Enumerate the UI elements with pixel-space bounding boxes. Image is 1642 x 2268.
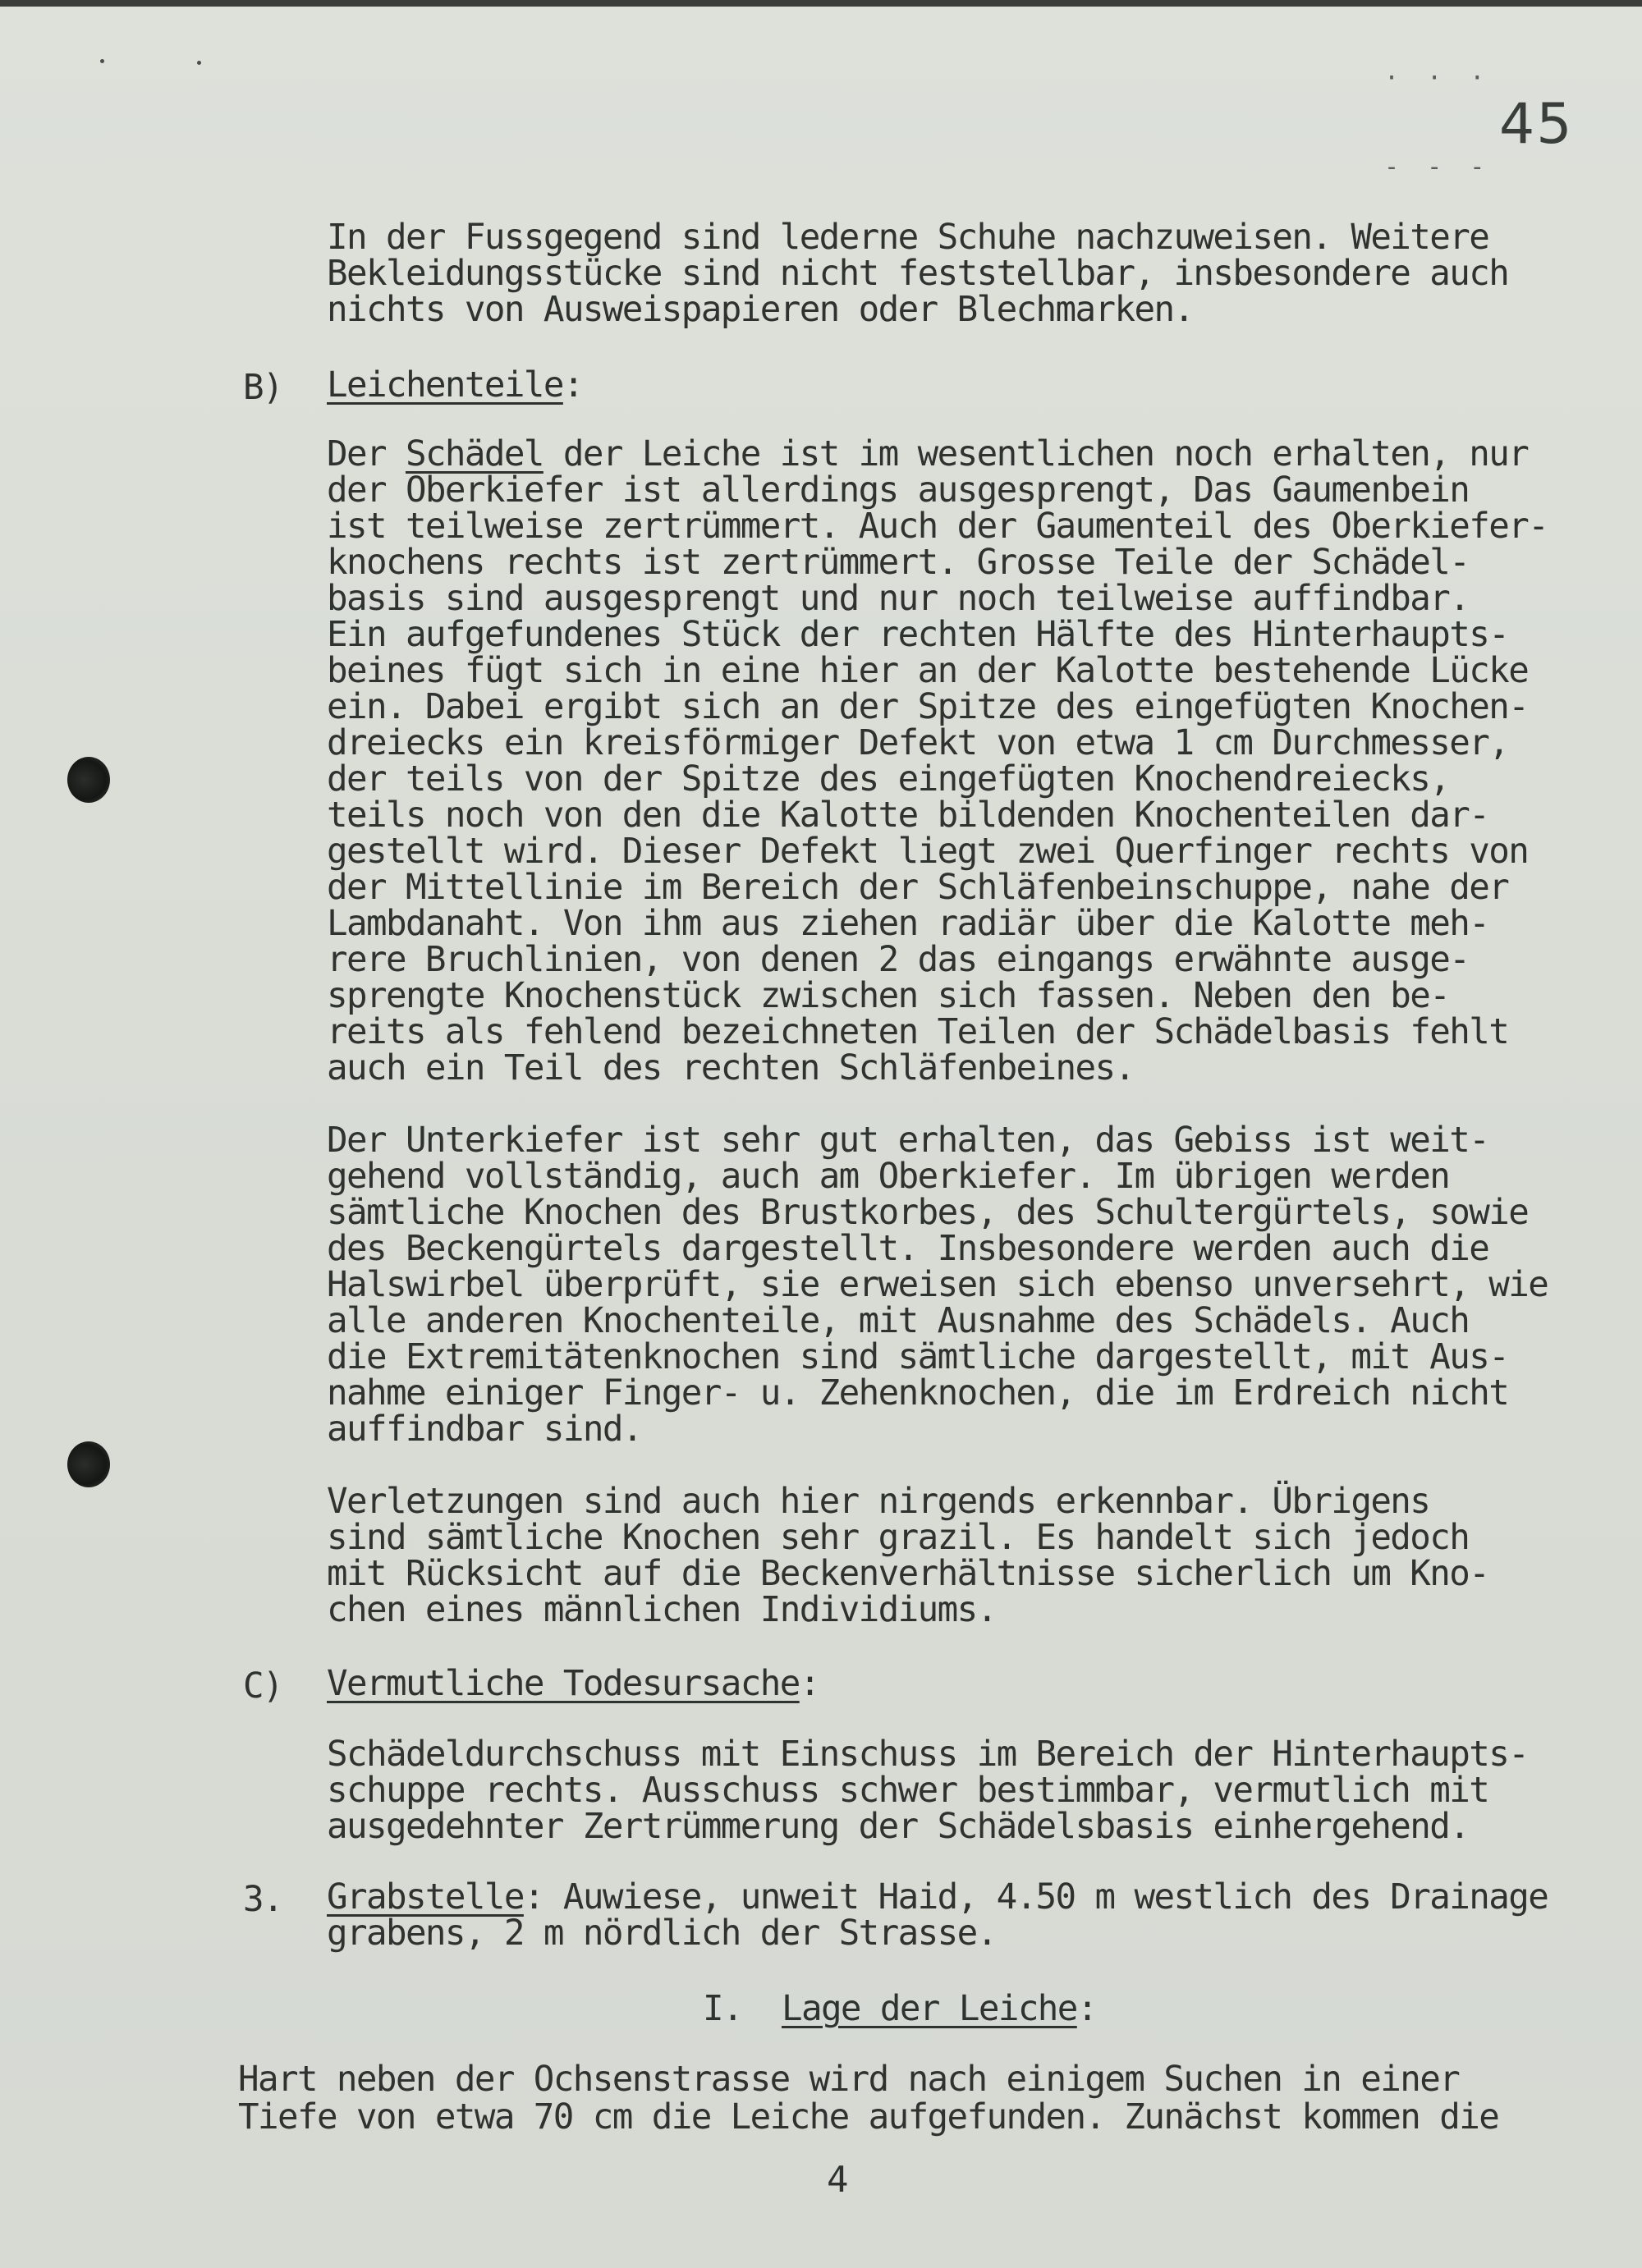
text-line: dreiecks ein kreisförmiger Defekt von etwa 1 cm Durchmesser, <box>327 723 1509 763</box>
text-line: Halswirbel überprüft, sie erweisen sich ebenso unversehrt, wie <box>327 1265 1548 1305</box>
subsection-heading-i <box>703 1991 1097 2027</box>
heading-text: Grabstelle <box>327 1877 524 1917</box>
text-line: sind sämtliche Knochen sehr grazil. Es handelt sich jedoch <box>327 1518 1470 1558</box>
text-line: der Mittellinie im Bereich der Schläfenbeinschuppe, nahe der <box>327 868 1509 908</box>
text-run: der Leiche ist im wesentlichen noch erhalten, nur <box>543 434 1529 474</box>
section-heading-b <box>327 365 583 405</box>
text-line: mit Rücksicht auf die Beckenverhältnisse sicherlich um Kno- <box>327 1554 1489 1594</box>
heading-colon: : <box>562 365 583 405</box>
footer-page-number: 4 <box>827 2159 849 2201</box>
heading-text: Lage der Leiche <box>781 1989 1077 2029</box>
text-line <box>327 434 1529 474</box>
heading-text: Leichenteile <box>327 365 563 405</box>
text-line: chen eines männlichen Individiums. <box>327 1590 997 1630</box>
text-line: Der Unterkiefer ist sehr gut erhalten, das Gebiss ist weit- <box>327 1120 1489 1161</box>
text-line: der Oberkiefer ist allerdings ausgesprengt, Das Gaumenbein <box>327 470 1470 511</box>
text-line: Hart neben der Ochsenstrasse wird nach einigem Suchen in einer <box>238 2060 1460 2100</box>
text-line: sprengte Knochenstück zwischen sich fassen. Neben den be- <box>327 976 1450 1016</box>
text-line: auch ein Teil des rechten Schläfenbeines. <box>327 1048 1135 1088</box>
text-line: des Beckengürtels dargestellt. Insbesondere werden auch die <box>327 1229 1489 1269</box>
text-line: sämtliche Knochen des Brustkorbes, des Schultergürtels, sowie <box>327 1193 1529 1233</box>
text-line: knochens rechts ist zertrümmert. Grosse Teile der Schädel- <box>327 543 1470 583</box>
scan-top-edge <box>0 0 1642 7</box>
text-line: nichts von Ausweispapieren oder Blechmarken. <box>327 290 1194 330</box>
item-marker-3: 3. <box>243 1880 282 1920</box>
heading-text: Vermutliche Todesursache <box>327 1664 800 1704</box>
text-line: Tiefe von etwa 70 cm die Leiche aufgefunden. Zunächst kommen die <box>238 2097 1499 2137</box>
margin-dashes: - - - <box>1384 153 1492 181</box>
heading-colon: : <box>1076 1989 1097 2029</box>
punch-hole-upper <box>67 757 110 803</box>
heading-colon: : <box>799 1664 819 1704</box>
text-line: ausgedehnter Zertrümmerung der Schädelsbasis einhergehend. <box>327 1807 1470 1847</box>
text-line: gehend vollständig, auch am Oberkiefer. Im übrigen werden <box>327 1157 1450 1197</box>
text-line: grabens, 2 m nördlich der Strasse. <box>327 1913 997 1954</box>
text-run: Der <box>327 434 406 474</box>
text-line: Ein aufgefundenes Stück der rechten Hälfte des Hinterhaupts- <box>327 615 1509 655</box>
text-line: gestellt wird. Dieser Defekt liegt zwei Querfinger rechts von <box>327 832 1529 872</box>
text-line: In der Fussgegend sind lederne Schuhe nachzuweisen. Weitere <box>327 218 1489 258</box>
text-line: schuppe rechts. Ausschuss schwer bestimmbar, vermutlich mit <box>327 1771 1489 1811</box>
text-line: teils noch von den die Kalotte bildenden Knochenteilen dar- <box>327 795 1489 836</box>
underlined-term: Schädel <box>405 434 544 474</box>
scan-speck <box>100 59 104 63</box>
text-line: reits als fehlend bezeichneten Teilen der Schädelbasis fehlt <box>327 1012 1509 1052</box>
text-line: der teils von der Spitze des eingefügten Knochendreiecks, <box>327 759 1450 800</box>
text-run: : Auwiese, unweit Haid, 4.50 m westlich des Drainage <box>523 1877 1548 1917</box>
text-line: Verletzungen sind auch hier nirgends erkennbar. Übrigens <box>327 1482 1430 1522</box>
text-line: beines fügt sich in eine hier an der Kalotte bestehende Lücke <box>327 651 1529 691</box>
text-line: auffindbar sind. <box>327 1409 642 1450</box>
section-heading-c <box>327 1666 819 1702</box>
section-marker-c: C) <box>243 1666 282 1707</box>
margin-dashes: · · · <box>1384 64 1492 93</box>
text-line: die Extremitätenknochen sind sämtliche dargestellt, mit Aus- <box>327 1337 1509 1377</box>
section-marker-b: B) <box>243 368 282 408</box>
text-line: nahme einiger Finger- u. Zehenknochen, die im Erdreich nicht <box>327 1373 1509 1413</box>
text-line: Lambdanaht. Von ihm aus ziehen radiär über die Kalotte meh- <box>327 904 1489 944</box>
text-line: ist teilweise zertrümmert. Auch der Gaumenteil des Oberkiefer- <box>327 506 1548 547</box>
subsection-marker: I. <box>703 1989 742 2029</box>
text-line: basis sind ausgesprengt und nur noch teilweise auffindbar. <box>327 579 1470 619</box>
text-line: rere Bruchlinien, von denen 2 das eingangs erwähnte ausge- <box>327 940 1470 980</box>
scan-speck <box>197 61 201 65</box>
text-line: alle anderen Knochenteile, mit Ausnahme des Schädels. Auch <box>327 1301 1470 1341</box>
text-line: Schädeldurchschuss mit Einschuss im Bereich der Hinterhaupts- <box>327 1734 1529 1775</box>
page-number: 45 <box>1499 92 1574 157</box>
text-line: Bekleidungsstücke sind nicht feststellbar, insbesondere auch <box>327 254 1509 294</box>
text-line <box>327 1877 1548 1917</box>
punch-hole-lower <box>67 1441 110 1487</box>
text-line: ein. Dabei ergibt sich an der Spitze des eingefügten Knochen- <box>327 687 1529 727</box>
